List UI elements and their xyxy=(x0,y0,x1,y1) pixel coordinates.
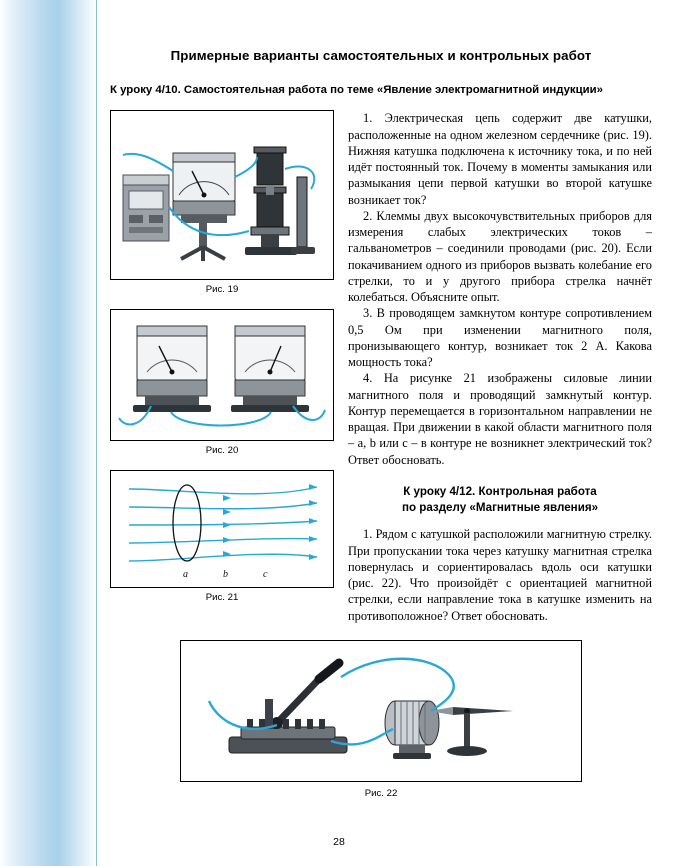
page-title: Примерные варианты самостоятельных и контрольных работ xyxy=(170,48,592,63)
left-margin-rule xyxy=(96,0,97,866)
figure-19-caption: Рис. 19 xyxy=(205,284,239,296)
section-heading-2 xyxy=(348,484,652,516)
figure-20-graphic xyxy=(111,310,333,440)
task-4: 4. На рисунке 21 изображены силовые линии магнитного поля и проводящий замкнутый контур. Контур перемещается в горизонтальном направлении не вращая. При движении в какой области магнитного поля – a, b или c – в контуре не возникнет электрический ток? Ответ обосновать. xyxy=(348,371,652,467)
figure-22-caption: Рис. 22 xyxy=(364,787,398,799)
figure-22-wrapper xyxy=(110,640,652,799)
task-1: 1. Электрическая цепь содержит две катушки, расположенные на одном железном сердечнике (рис. 19). Нижняя катушка подключена к источнику тока, и по ней идёт постоянный ток. Почему в моменты замыкания или размыкания цепи первой катушки во второй катушке возникает ток? xyxy=(348,111,652,207)
section-heading-2-line2: по разделу «Магнитные явления» xyxy=(401,501,599,515)
figure-20-caption: Рис. 20 xyxy=(205,445,239,457)
figure-19-two-coils-on-core xyxy=(110,110,334,280)
text-column xyxy=(348,110,652,623)
figure-20-two-galvanometers xyxy=(110,309,334,441)
figure-22-coil-and-magnetic-needle xyxy=(180,640,582,782)
task-2: 2. Клеммы двух высокочувствительных приборов для измерения слабых электрических токов – гальванометров – соединили проводами (рис. 20). Если покачиванием одного из приборов вызвать колебание его стрелки, то и у другого прибора стрелка начнёт колебаться. Объясните опыт. xyxy=(348,208,652,305)
figure-21-label-a: a xyxy=(183,569,188,581)
figure-19-graphic xyxy=(111,111,333,279)
figure-21-field-lines-contour xyxy=(110,470,334,588)
section-heading-1 xyxy=(110,83,652,98)
figures-column xyxy=(110,110,334,617)
figure-22-graphic xyxy=(181,641,579,779)
section-heading-2-line1: К уроку 4/12. Контрольная работа xyxy=(403,484,597,498)
left-decorative-stripe xyxy=(0,0,96,866)
two-column-layout xyxy=(110,110,652,623)
figure-21-label-c: c xyxy=(263,569,268,581)
section-heading-1-line1: К уроку 4/10. Самостоятельная работа по теме «Явление электромагнитной xyxy=(110,84,540,96)
figure-21-label-b: b xyxy=(223,569,228,581)
page-content xyxy=(110,40,652,846)
page-number: 28 xyxy=(333,836,345,848)
figure-21-graphic xyxy=(111,471,333,587)
task-5: 1. Рядом с катушкой расположили магнитную стрелку. При пропускании тока через катушку магнитная стрелка повернулась и сориентировалась вдоль оси катушки (рис. 22). Что произойдёт с ориентацией магнитной стрелки, если направление тока в катушке изменить на противоположное? Ответ обосновать. xyxy=(348,527,652,623)
task-3: 3. В проводящем замкнутом контуре сопротивлением 0,5 Ом при изменении магнитного поля, пронизывающего контур, возникает ток 2 А. Какова мощность тока? xyxy=(348,306,652,370)
section-heading-1-line2: индукции» xyxy=(542,84,603,96)
figure-21-caption: Рис. 21 xyxy=(205,592,239,604)
